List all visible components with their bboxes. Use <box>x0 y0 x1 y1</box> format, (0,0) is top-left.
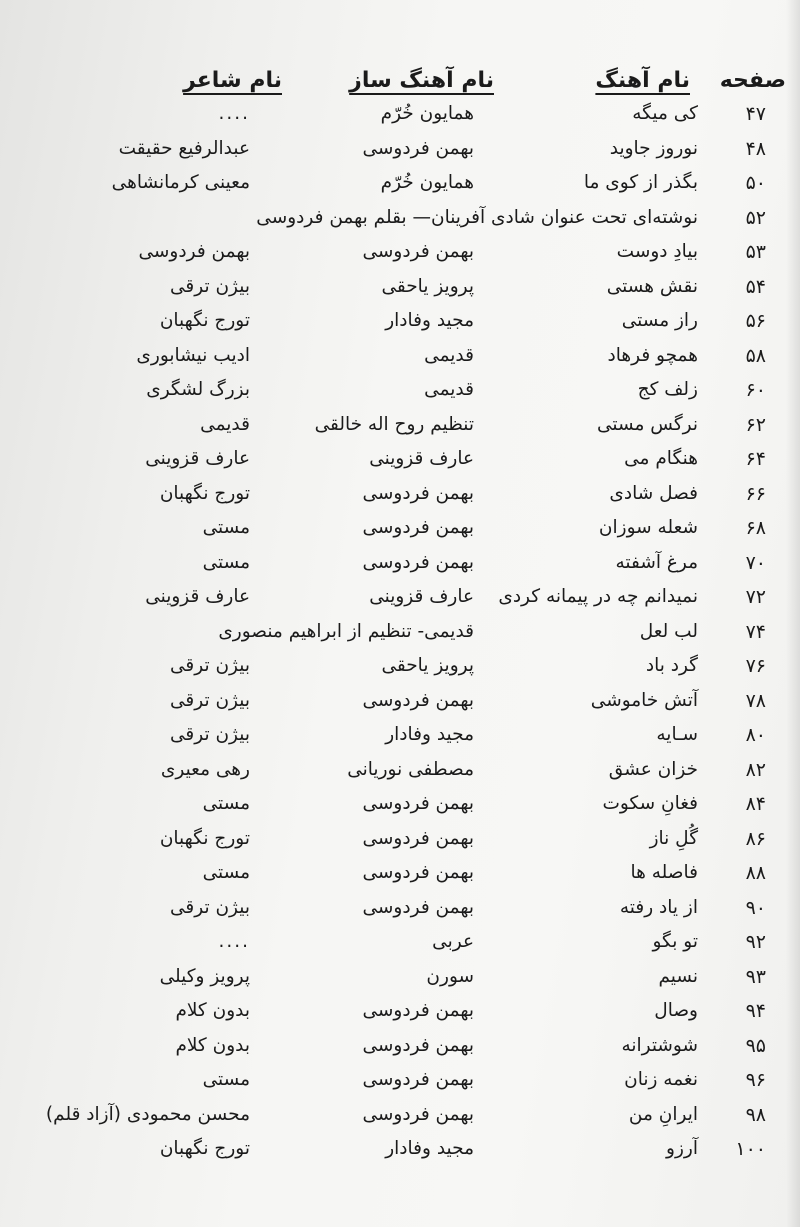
page-number: ۷۶ <box>745 655 766 677</box>
composer-name: بهمن فردوسی <box>362 1103 474 1125</box>
page-number: ۷۲ <box>745 586 766 608</box>
composer-name: عارف قزوینی <box>369 448 474 469</box>
page-number: ۷۴ <box>745 620 766 643</box>
song-name: آرزو <box>666 1138 698 1159</box>
poet-name: بیژن ترقی <box>169 689 250 711</box>
poet-name: رهی معیری <box>160 758 250 780</box>
composer-name: بهمن فردوسی <box>362 1034 474 1056</box>
poet-name: ادیب نیشابوری <box>136 344 250 366</box>
table-row <box>0 237 800 272</box>
poet-name: تورج نگهبان <box>159 482 250 504</box>
composer-name: همایون خُرّم <box>380 172 474 193</box>
page-number: ۹۴ <box>745 1000 766 1022</box>
table-row <box>0 824 800 859</box>
table-row <box>0 582 800 617</box>
composer-name: مجید وفادار <box>385 310 474 331</box>
table-row <box>0 755 800 790</box>
poet-name: قدیمی <box>200 413 250 435</box>
poet-name: بیژن ترقی <box>169 275 250 297</box>
poet-name: مستی <box>202 551 250 573</box>
composer-name: بهمن فردوسی <box>362 827 474 849</box>
table-row <box>0 996 800 1031</box>
song-name: همچو فرهاد <box>607 344 698 366</box>
page-number: ۷۸ <box>745 689 766 712</box>
page-number: ۵۰ <box>745 172 766 194</box>
poet-name: بدون کلام <box>175 1034 250 1056</box>
composer-name: پرویز یاحقی <box>381 655 474 676</box>
page-number: ۵۳ <box>745 241 766 263</box>
composer-name: پرویز یاحقی <box>381 275 474 297</box>
composer-name: تنظیم روح اله خالقی <box>314 413 474 435</box>
page-number: ۶۴ <box>745 448 766 470</box>
song-name: شعله سوزان <box>598 517 698 538</box>
song-name: نسیم <box>658 965 698 987</box>
composer-name: بهمن فردوسی <box>362 137 474 159</box>
song-name: بگذر از کوی ما <box>583 172 698 193</box>
composer-name: همایون خُرّم <box>380 103 474 124</box>
table-row <box>0 548 800 583</box>
page-number: ۶۸ <box>745 517 766 539</box>
song-name: از یاد رفته <box>619 896 698 918</box>
poet-name: پرویز وکیلی <box>159 965 250 987</box>
composer-name: بهمن فردوسی <box>362 1069 474 1090</box>
table-row <box>0 203 800 238</box>
song-name: تو بگو <box>652 931 698 952</box>
table-row <box>0 341 800 376</box>
song-name: فغانِ سکوت <box>602 793 698 814</box>
song-name: نمیدانم چه در پیمانه کردی <box>498 586 698 607</box>
page-number: ۶۶ <box>745 482 766 505</box>
table-row <box>0 1031 800 1066</box>
song-name: ایرانِ من <box>628 1103 698 1125</box>
page-number: ۸۰ <box>745 724 766 746</box>
page-number: ۶۲ <box>745 413 766 436</box>
page-number: ۵۴ <box>745 275 766 298</box>
composer-name: مجید وفادار <box>385 1138 474 1159</box>
table-row <box>0 1134 800 1169</box>
song-name: راز مستی <box>621 310 698 331</box>
poet-name: مستی <box>202 517 250 538</box>
poet-name: .... <box>218 931 250 952</box>
table-row <box>0 513 800 548</box>
table-row <box>0 168 800 203</box>
song-name: وصال <box>654 1000 698 1021</box>
song-table <box>0 99 800 1169</box>
page-number: ۵۸ <box>745 344 766 367</box>
header-composer-name: نام آهنگ ساز <box>349 68 494 93</box>
table-row <box>0 720 800 755</box>
composer-name: بهمن فردوسی <box>362 793 474 814</box>
composer-name: بهمن فردوسی <box>362 551 474 573</box>
poet-name: بیژن ترقی <box>169 896 250 918</box>
song-name: بیادِ دوست <box>616 241 698 262</box>
song-name: نقش هستی <box>606 275 698 297</box>
poet-name: تورج نگهبان <box>159 310 250 331</box>
poet-name: مستی <box>202 862 250 883</box>
poet-name: بدون کلام <box>175 1000 250 1021</box>
song-name: گُلِ ناز <box>649 827 698 849</box>
table-row <box>0 134 800 169</box>
page-number: ۸۶ <box>745 827 766 850</box>
song-name: خزان عشق <box>608 758 698 780</box>
poet-name: بیژن ترقی <box>169 724 250 745</box>
poet-name: عارف قزوینی <box>145 586 250 607</box>
page-number: ۹۲ <box>745 931 766 953</box>
poet-name: بیژن ترقی <box>169 655 250 676</box>
poet-name: .... <box>218 103 250 124</box>
table-row <box>0 1100 800 1135</box>
composer-name: سورن <box>426 965 474 987</box>
poet-name: تورج نگهبان <box>159 1138 250 1159</box>
table-row <box>0 789 800 824</box>
table-row <box>0 858 800 893</box>
header-poet-name: نام شاعر <box>183 68 282 93</box>
page-number: ۸۸ <box>745 862 766 884</box>
poet-name: عبدالرفیع حقیقت <box>118 137 250 159</box>
poet-name: محسن محمودی (آزاد قلم) <box>45 1103 250 1125</box>
header-song-name: نام آهنگ <box>595 68 690 93</box>
table-row <box>0 617 800 652</box>
composer-name: بهمن فردوسی <box>362 1000 474 1021</box>
song-name: آتش خاموشی <box>590 689 698 711</box>
song-name: فاصله ها <box>630 862 698 883</box>
poet-name: معینی کرمانشاهی <box>111 172 250 193</box>
table-row <box>0 1065 800 1100</box>
composer-name: قدیمی- تنظیم از ابراهیم منصوری <box>218 620 474 642</box>
page-number: ۹۸ <box>745 1103 766 1126</box>
composer-name: بهمن فردوسی <box>362 482 474 504</box>
table-row <box>0 927 800 962</box>
poet-name: تورج نگهبان <box>159 827 250 849</box>
song-name: هنگام می <box>624 448 698 469</box>
song-name: نوشته‌ای تحت عنوان شادی آفرینان— بقلم بهمن فردوسی <box>256 206 698 228</box>
composer-name: بهمن فردوسی <box>362 517 474 538</box>
table-row <box>0 410 800 445</box>
table-row <box>0 375 800 410</box>
composer-name: بهمن فردوسی <box>362 241 474 262</box>
song-name: گرد باد <box>645 655 698 676</box>
table-row <box>0 272 800 307</box>
song-name: لب لعل <box>639 620 698 642</box>
table-row <box>0 962 800 997</box>
poet-name: بزرگ لشگری <box>146 379 250 400</box>
header-page: صفحه <box>719 68 786 93</box>
page-number: ۱۰۰ <box>735 1138 766 1160</box>
composer-name: بهمن فردوسی <box>362 862 474 883</box>
song-name: نوروز جاوید <box>609 137 698 159</box>
composer-name: قدیمی <box>424 379 474 400</box>
song-name: نرگس مستی <box>596 413 698 435</box>
poet-name: بهمن فردوسی <box>138 241 250 262</box>
song-name: فصل شادی <box>609 482 698 504</box>
page-number: ۴۸ <box>745 137 766 160</box>
page-number: ۶۰ <box>745 379 766 401</box>
song-name: نغمه زنان <box>624 1069 698 1090</box>
song-name: زلف کج <box>637 379 698 400</box>
composer-name: قدیمی <box>424 344 474 366</box>
song-name: سـایه <box>656 724 698 745</box>
page-edge-shadow <box>786 0 800 1227</box>
composer-name: عربی <box>432 931 474 952</box>
table-row <box>0 651 800 686</box>
poet-name: مستی <box>202 1069 250 1090</box>
composer-name: بهمن فردوسی <box>362 689 474 711</box>
song-name: مرغ آشفته <box>615 551 698 573</box>
poet-name: مستی <box>202 793 250 814</box>
table-row <box>0 444 800 479</box>
page-number: ۹۰ <box>745 896 766 919</box>
composer-name: مجید وفادار <box>385 724 474 745</box>
page-number: ۹۳ <box>745 965 766 988</box>
table-row <box>0 306 800 341</box>
composer-name: مصطفی نوریانی <box>347 758 474 780</box>
song-name: کی میگه <box>632 103 698 124</box>
page-number: ۸۲ <box>745 758 766 781</box>
table-row <box>0 893 800 928</box>
composer-name: عارف قزوینی <box>369 586 474 607</box>
page-number: ۹۶ <box>745 1069 766 1091</box>
page-number: ۷۰ <box>745 551 766 574</box>
page-number: ۸۴ <box>745 793 766 815</box>
page-number: ۵۲ <box>745 206 766 229</box>
composer-name: بهمن فردوسی <box>362 896 474 918</box>
page-number: ۹۵ <box>745 1034 766 1057</box>
page-number: ۴۷ <box>745 103 766 125</box>
song-name: شوشترانه <box>621 1034 698 1056</box>
table-row <box>0 479 800 514</box>
table-row <box>0 99 800 134</box>
table-row <box>0 686 800 721</box>
poet-name: عارف قزوینی <box>145 448 250 469</box>
page-number: ۵۶ <box>745 310 766 332</box>
